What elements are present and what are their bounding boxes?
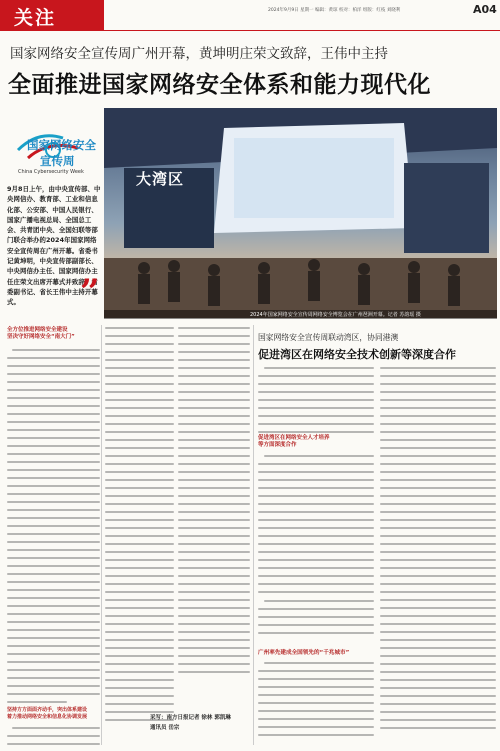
photo-caption: 2024年国家网络安全宣传周网络安全博览会在广州琶洲开幕。记者 苏韵瑶 摄 [250, 312, 421, 318]
left-subhead-1 [7, 327, 99, 341]
col2-body [105, 327, 174, 727]
right-subhead-2: 广州率先建成全国领先的“千兆城市” [258, 650, 350, 656]
byline-line2: 通讯员 岳宗 [150, 725, 180, 731]
right-divider [253, 325, 254, 745]
col3-body [178, 327, 250, 679]
page-number: A04 [473, 3, 497, 16]
header-rule [0, 30, 500, 31]
right-title: 促进湾区在网络安全技术创新等深度合作 [258, 348, 456, 361]
right-subhead-1-line1: 促进湾区在网络安全人才培养 [258, 435, 330, 441]
headline-main: 全面推进国家网络安全体系和能力现代化 [8, 72, 431, 98]
logo-title-2: 宣传周 [40, 154, 75, 168]
right-col1-body-1 [258, 367, 374, 439]
left-subhead-2-line2: 着力推动网络安全和信息化协调发展 [7, 714, 88, 720]
right-subhead-1-line2: 等方面深度合作 [258, 442, 297, 448]
left-body-1 [7, 349, 100, 709]
right-col2-body [380, 367, 496, 735]
right-col1-body-4 [258, 662, 374, 742]
article-byline [150, 713, 260, 731]
logo-title-1: 国家网络安全 [27, 138, 96, 152]
section-title: 关注 [14, 7, 57, 29]
left-subhead-1-line2: 坚决守好网络安全“南大门” [7, 334, 75, 340]
logo-english: China Cybersecurity Week [18, 169, 84, 175]
right-subhead-1 [258, 435, 374, 449]
headline-kicker: 国家网络安全宣传周广州开幕，黄坤明庄荣文致辞，王伟中主持 [10, 46, 388, 62]
left-subhead-2-line1: 坚持方方面面齐动手，突出体系建设 [7, 707, 88, 713]
left-subhead-2 [7, 707, 100, 721]
left-subhead-1-line1: 全方位推进网络安全建设 [7, 327, 68, 333]
date-line: 2024年9月9日 星期一 编辑：黄琼 校对：柏洋 组版：红枝 刘晓利 [268, 8, 401, 13]
photo-sign-text: 大湾区 [136, 170, 185, 188]
right-col1-body-3 [258, 600, 374, 640]
byline-line1: 采写：南方日报记者 徐林 郭凯琳 [150, 715, 231, 721]
quote-mark-icon: ” [80, 272, 100, 312]
right-kicker: 国家网络安全宣传周联动湾区，协同港澳 [258, 333, 399, 342]
right-col1-body-2 [258, 455, 374, 599]
photo-scene [104, 108, 497, 318]
lead-paragraph: 9月8日上午，由中央宣传部、中央网信办、教育部、工业和信息化部、公安部、中国人民银行、国家广播电视总局、全国总工会、共青团中央、全国妇联等部门联合举办的2024年国家网络安全宣传周在广州开幕。省委书记黄坤明，中央宣传部副部长、中央网信办主任、国家网信办主任庄荣文出席开幕式并致辞。省委副书记、省长王伟中主持开幕式。 [7, 185, 101, 307]
column-divider [101, 325, 102, 745]
left-body-2 [7, 727, 100, 751]
exhibition-photo [104, 108, 497, 318]
